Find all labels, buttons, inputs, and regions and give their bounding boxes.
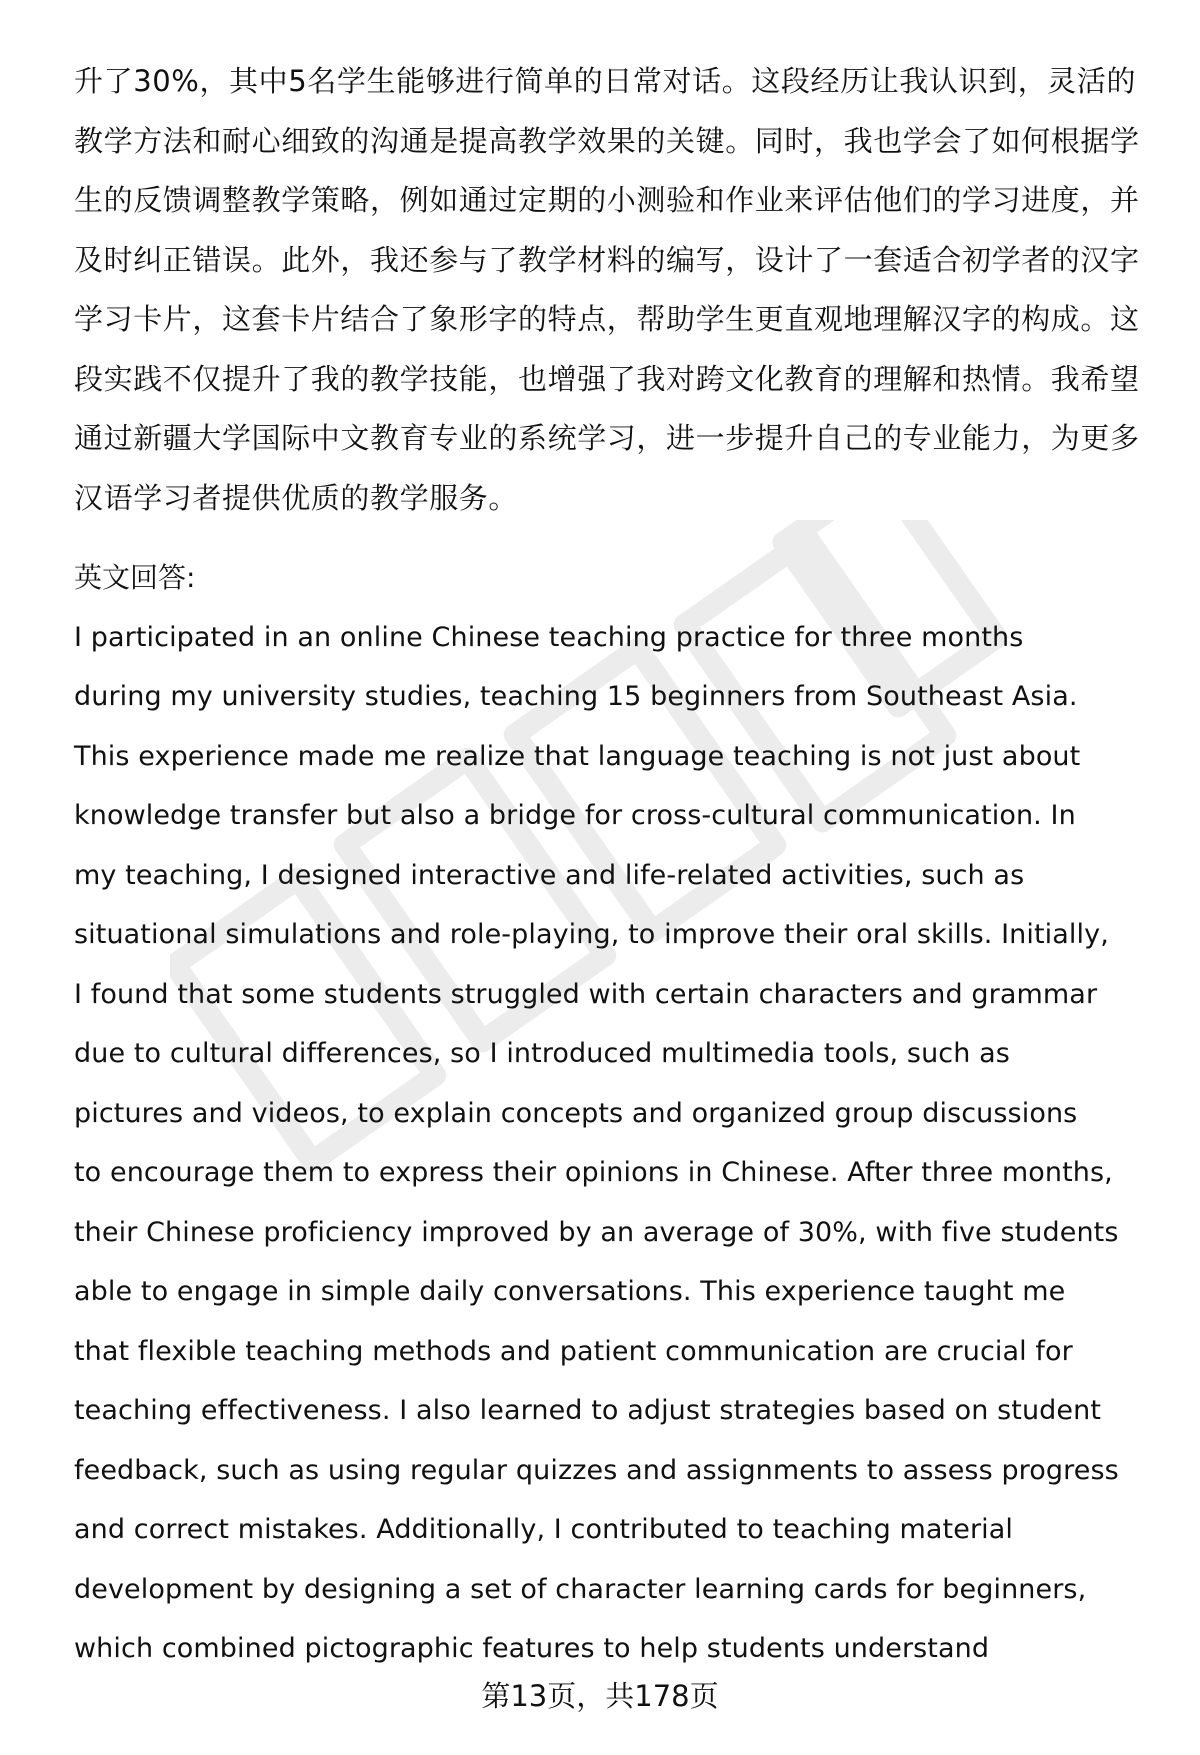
english-line: feedback, such as using regular quizzes and assignments to assess progress — [74, 1454, 1119, 1486]
english-line: I participated in an online Chinese teaching practice for three months — [74, 621, 1024, 653]
page-number-indicator: 第13页，共178页 — [481, 1679, 719, 1713]
english-line: situational simulations and role-playing, to improve their oral skills. Initially, — [74, 919, 1109, 950]
chinese-line: 教学方法和耐心细致的沟通是提高教学效果的关键。同时，我也学会了如何根据学 — [74, 123, 1140, 158]
english-line: that flexible teaching methods and patient communication are crucial for — [74, 1335, 1073, 1367]
chinese-line: 及时纠正错误。此外，我还参与了教学材料的编写，设计了一套适合初学者的汉字 — [74, 242, 1140, 277]
english-line: which combined pictographic features to help students understand — [74, 1633, 990, 1664]
english-answer-paragraph — [74, 608, 1154, 1679]
english-line: during my university studies, teaching 15 beginners from Southeast Asia. — [74, 681, 1078, 712]
chinese-answer-paragraph — [74, 52, 1154, 528]
chinese-line: 升了30%，其中5名学生能够进行简单的日常对话。这段经历让我认识到，灵活的 — [74, 64, 1137, 98]
english-line: teaching effectiveness. I also learned to adjust strategies based on student — [74, 1395, 1102, 1426]
english-line: due to cultural differences, so I introduced multimedia tools, such as — [74, 1038, 1010, 1069]
english-line: to encourage them to express their opinions in Chinese. After three months, — [74, 1157, 1113, 1188]
english-line: This experience made me realize that language teaching is not just about — [74, 740, 1081, 772]
english-line: pictures and videos, to explain concepts and organized group discussions — [74, 1097, 1078, 1129]
english-answer-heading: 英文回答: — [74, 561, 196, 594]
english-line: their Chinese proficiency improved by an average of 30%, with five students — [74, 1216, 1119, 1248]
english-line: able to engage in simple daily conversations. This experience taught me — [74, 1276, 1066, 1307]
chinese-line: 段实践不仅提升了我的教学技能，也增强了我对跨文化教育的理解和热情。我希望 — [74, 361, 1140, 396]
chinese-line: 汉语学习者提供优质的教学服务。 — [74, 480, 519, 515]
english-line: development by designing a set of character learning cards for beginners, — [74, 1573, 1087, 1605]
english-line: and correct mistakes. Additionally, I contributed to teaching material — [74, 1514, 1014, 1545]
english-line: my teaching, I designed interactive and life-related activities, such as — [74, 859, 1025, 891]
chinese-line: 生的反馈调整教学策略，例如通过定期的小测验和作业来评估他们的学习进度，并 — [74, 183, 1140, 217]
chinese-line: 通过新疆大学国际中文教育专业的系统学习，进一步提升自己的专业能力，为更多 — [74, 421, 1140, 455]
document-body — [74, 52, 1154, 1679]
chinese-line: 学习卡片，这套卡片结合了象形字的特点，帮助学生更直观地理解汉字的构成。这 — [74, 302, 1140, 336]
english-line: I found that some students struggled with certain characters and grammar — [74, 978, 1098, 1010]
english-line: knowledge transfer but also a bridge for cross-cultural communication. In — [74, 800, 1076, 831]
